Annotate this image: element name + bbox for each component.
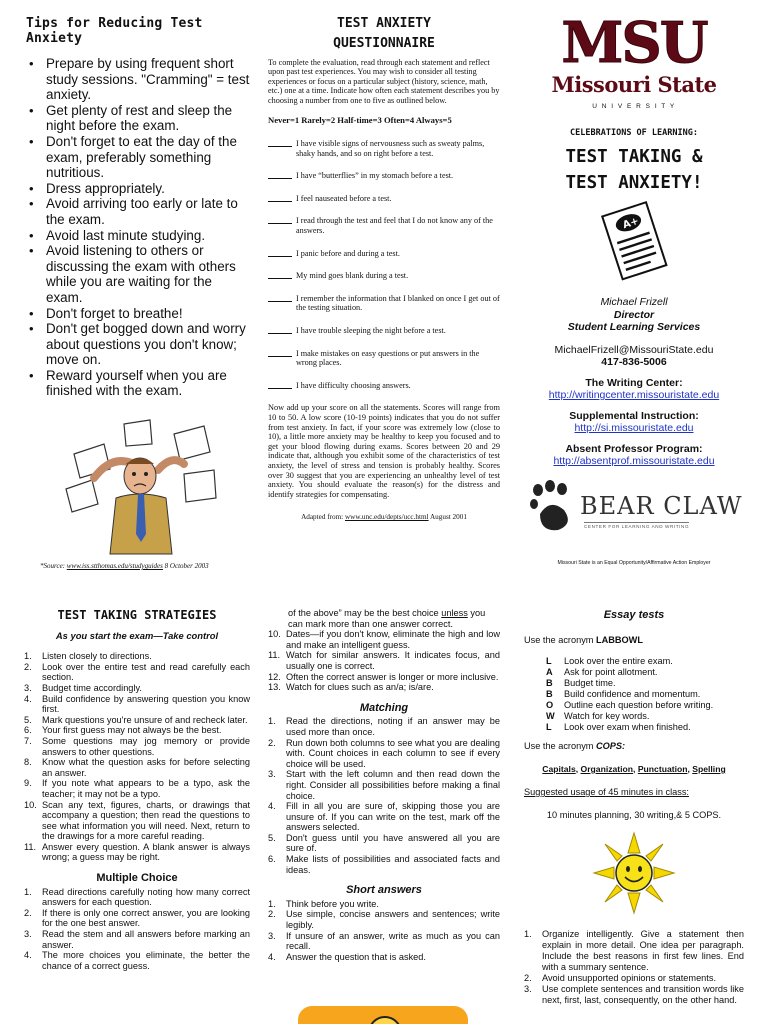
- cops-intro: [524, 741, 744, 752]
- item-text: I have visible signs of nervousness such as sweaty palms, shaky hands, and so on right before a test.: [296, 139, 485, 158]
- tips-panel: [24, 14, 250, 584]
- short-list: [268, 899, 500, 963]
- list-item: 1. Read directions carefully noting how many correct answers for each question.: [24, 886, 250, 908]
- questionnaire-item: [268, 271, 500, 281]
- list-item: 10. Scan any text, figures, charts, or drawings that accompany a question; then read the questions to see what information you will need. Next, return to the drawings for a more careful reading.: [24, 799, 250, 842]
- list-item: 4. Answer the question that is asked.: [268, 951, 426, 962]
- cops-words: Capitals, Organization, Punctuation, Spelling: [542, 764, 726, 774]
- list-item: 11. Answer every question. A blank answer is always wrong; a guess may be right.: [24, 841, 250, 863]
- adapted-note: [268, 513, 500, 521]
- list-item: 2. Look over the entire test and read carefully each section.: [24, 661, 250, 683]
- short-answers-heading: Short answers: [346, 884, 422, 897]
- essay-list: [524, 929, 744, 1006]
- tips-list: [24, 56, 250, 399]
- list-item: A Ask for point allotment.: [546, 667, 658, 677]
- mc-list: [24, 887, 250, 972]
- source-link[interactable]: www.iss.stthomas.edu/studyguides: [66, 562, 163, 570]
- list-item: 12. Often the correct answer is longer or more inclusive.: [268, 671, 499, 682]
- answer-blank[interactable]: [268, 171, 292, 179]
- list-item: B Budget time.: [546, 678, 616, 688]
- essay-panel: [524, 608, 744, 1024]
- list-item: 3. Start with the left column and then read down the right. Consider all possibilities before making a final choice.: [268, 769, 500, 801]
- adapted-date: August 2001: [429, 513, 467, 522]
- logo-letters: MSU: [561, 14, 707, 76]
- questionnaire-item: [268, 139, 500, 158]
- title-line-2: TEST ANXIETY!: [565, 173, 703, 193]
- questionnaire-intro: To complete the evaluation, read through each statement and reflect upon past test experiences. You may wish to consider all testing experiences or focus on a particular subject (history, science, math, etc.) one at a time. Indicate how often each statement describes you by choosing a number from one to five as outlined below.: [268, 58, 500, 105]
- questionnaire-item: [268, 171, 500, 181]
- questionnaire-item: [268, 249, 500, 259]
- list-item: 5. Don't guess until you have answered all you are sure of.: [268, 832, 500, 854]
- list-item: 9. If you note what appears to be a typo, ask the teacher; it may not be a typo.: [24, 778, 250, 799]
- title-line-2: QUESTIONNAIRE: [333, 36, 435, 51]
- cops-word: Spelling: [692, 764, 726, 774]
- list-item: 1. Organize intelligently. Give a statement then explain in more detail. One idea per paragraph. Include the best reasons in first few lines. End with a summary sentence.: [524, 929, 744, 972]
- writing-center-link[interactable]: http://writingcenter.missouristate.edu: [548, 389, 720, 401]
- list-item: 13. Watch for clues such as an/a; is/are.: [268, 682, 434, 693]
- cont-suffix: you can mark more than one answer correct.: [288, 608, 486, 629]
- start-list: [24, 651, 250, 863]
- item-text: I panic before and during a test.: [296, 248, 400, 258]
- list-item: 3. If unsure of an answer, write as much as you can recall.: [268, 930, 500, 952]
- list-item: • Get plenty of rest and sleep the night before the exam.: [46, 103, 250, 134]
- list-item: 1. Read the directions, noting if an answer may be used more than once.: [268, 716, 500, 737]
- strategies-subtitle: As you start the exam—Take control: [55, 629, 219, 641]
- list-item: • Prepare by using frequent short study sessions. "Cramming" = test anxiety.: [46, 56, 250, 103]
- list-item: 4. Fill in all you are sure of, skipping those you are unsure of. If you can write on the test, mark off the answers selected.: [268, 801, 500, 833]
- cops-word: Capitals: [542, 764, 576, 774]
- list-item: 1. Listen closely to directions.: [24, 651, 152, 662]
- list-item: 5. Mark questions you're unsure of and recheck later.: [24, 714, 248, 725]
- bear-claw-logo: [524, 474, 744, 546]
- contact-block: [524, 296, 744, 468]
- answer-blank[interactable]: [268, 349, 292, 357]
- stressed-student-clipart: [54, 414, 224, 564]
- si-label: Supplemental Instruction:: [569, 409, 699, 422]
- strategies-title: TEST TAKING STRATEGIES: [57, 608, 217, 622]
- source-note: [40, 562, 209, 570]
- title-line-1: TEST TAKING &: [565, 147, 703, 167]
- list-item: 2. Use simple, concise answers and sentences; write legibly.: [268, 909, 500, 931]
- list-item: O Outline each question before writing.: [546, 700, 714, 710]
- item-text: I feel nauseated before a test.: [296, 193, 392, 203]
- graded-test-paper-clipart: [594, 200, 674, 286]
- contact-name: Michael Frizell: [600, 296, 668, 308]
- contact-dept: Student Learning Services: [567, 321, 701, 333]
- list-item: 4. Build confidence by answering question you know first.: [24, 693, 250, 715]
- list-item: 6. Your first guess may not always be the best.: [24, 725, 222, 736]
- answer-blank[interactable]: [268, 216, 292, 224]
- answer-blank[interactable]: [268, 194, 292, 202]
- item-text: I make mistakes on easy questions or put answers in the wrong places.: [296, 348, 480, 368]
- cont-underlined: unless: [441, 608, 468, 618]
- list-item: W Watch for key words.: [546, 711, 650, 721]
- item-text: I read through the test and feel that I do not know any of the answers.: [296, 216, 493, 235]
- celebrations-heading: CELEBRATIONS OF LEARNING:: [570, 128, 698, 138]
- list-item: 6. Make lists of possibilities and associated facts and ideas.: [268, 854, 500, 875]
- adapted-label: Adapted from:: [301, 513, 344, 522]
- item-text: I have difficulty choosing answers.: [296, 380, 411, 390]
- adapted-link[interactable]: www.unc.edu/depts/ucc.html: [344, 513, 429, 522]
- list-item: 2. Avoid unsupported opinions or statements.: [524, 973, 716, 983]
- intro-text: Use the acronym: [524, 741, 594, 751]
- questionnaire-item: [268, 194, 500, 204]
- list-item: • Don't forget to eat the day of the exam, preferably something nutritious.: [46, 134, 250, 181]
- list-item: 3. Read the stem and all answers before marking an answer.: [24, 929, 250, 950]
- questionnaire-item: [268, 326, 500, 336]
- cont-prefix: of the above” may be the best choice: [288, 608, 439, 618]
- writing-center-label: The Writing Center:: [585, 376, 683, 389]
- answer-blank[interactable]: [268, 381, 292, 389]
- questionnaire-item: [268, 216, 500, 235]
- list-item: 1. Think before you write.: [268, 898, 379, 909]
- question-types-panel: [268, 608, 500, 1024]
- cops-word: Organization: [580, 764, 634, 774]
- list-item: 3. Budget time accordingly.: [24, 682, 142, 693]
- answer-blank[interactable]: [268, 249, 292, 257]
- contact-phone: 417-836-5006: [601, 356, 667, 368]
- strategies-panel: [24, 606, 250, 1024]
- list-item: 3. Use complete sentences and transition words like next, first, last, consequently, on the other hand.: [524, 984, 744, 1005]
- bear-claw-name: BEAR CLAW: [580, 491, 743, 520]
- answer-blank[interactable]: [268, 294, 292, 302]
- list-item: 10. Dates—if you don't know, eliminate the high and low and make an intelligent guess.: [268, 629, 500, 650]
- questionnaire-item: [268, 294, 500, 313]
- list-item: L Look over exam when finished.: [546, 722, 691, 732]
- mc-continuation: [268, 608, 500, 629]
- list-item: 7. Some questions may jog memory or provide answers to other questions.: [24, 735, 250, 757]
- matching-heading: Matching: [359, 701, 409, 714]
- logo-name: Missouri State: [551, 72, 717, 97]
- time-breakdown: 10 minutes planning, 30 writing,& 5 COPS.: [546, 810, 722, 820]
- questionnaire-item: [268, 381, 500, 391]
- tips-title: Tips for Reducing Test Anxiety: [26, 16, 203, 46]
- list-item: 2. If there is only one correct answer, you are looking for the one best answer.: [24, 907, 250, 929]
- brochure-cover-panel: [524, 14, 744, 584]
- cops-word: Punctuation: [637, 764, 688, 774]
- list-item: L Look over the entire exam.: [546, 656, 673, 666]
- acronym-word: COPS:: [596, 741, 626, 751]
- source-date: 8 October 2003: [164, 562, 209, 570]
- eeo-statement: Missouri State is an Equal Opportunity/Affirmative Action Employer: [557, 559, 711, 566]
- answer-blank[interactable]: [268, 326, 292, 334]
- multiple-choice-heading: Multiple Choice: [96, 872, 178, 885]
- acronym-word: LABBOWL: [596, 635, 643, 645]
- msu-logo: [524, 14, 744, 124]
- list-item: B Build confidence and momentum.: [546, 689, 701, 699]
- scoring-paragraph: Now add up your score on all the statements. Scores will range from 10 to 50. A low score (10-19 points) indicates that you do not suffer from test anxiety. In fact, if your score was extremely low (close to 10), a little more anxiety may be healthy to keep you focused and to get your blood flowing during exams. Scores between 20 and 29 indicate that, although you exhibit some of the characteristics of test anxiety, the level of stress and tension is probably healthy. Scores over 30 suggest that you are experiencing an unhealthy level of test anxiety. You should evaluate the reason(s) for the distress and identify strategies for compensating.: [268, 403, 500, 499]
- list-item: 11. Watch for similar answers. It indicates focus, and usually one is correct.: [268, 650, 500, 671]
- suggested-usage: Suggested usage of 45 minutes in class:: [524, 787, 689, 797]
- list-item: • Avoid last minute studying.: [46, 228, 250, 244]
- labbowl-intro: [524, 635, 744, 646]
- item-text: My mind goes blank during a test.: [296, 271, 409, 281]
- contact-title: Director: [613, 308, 655, 321]
- title-line-1: TEST ANXIETY: [337, 16, 431, 31]
- smiling-sun-icon: [592, 831, 676, 915]
- bear-paw-icon: [528, 480, 578, 534]
- contact-email[interactable]: MichaelFrizell@MissouriState.edu: [554, 343, 714, 356]
- list-item: • Avoid arriving too early or late to the exam.: [46, 196, 250, 227]
- absent-link[interactable]: http://absentprof.missouristate.edu: [553, 455, 715, 467]
- matching-list: [268, 716, 500, 875]
- answer-blank[interactable]: [268, 139, 292, 147]
- item-text: I have trouble sleeping the night before a test.: [296, 325, 446, 335]
- absent-label: Absent Professor Program:: [565, 442, 703, 455]
- source-label: *Source:: [40, 562, 66, 570]
- brochure-title: [524, 144, 744, 196]
- item-text: I have “butterflies” in my stomach before a test.: [296, 171, 454, 181]
- bear-claw-sub: CENTER FOR LEARNING AND WRITING: [584, 523, 690, 529]
- questionnaire-title: [268, 14, 500, 54]
- answer-blank[interactable]: [268, 271, 292, 279]
- list-item: • Reward yourself when you are finished with the exam.: [46, 368, 250, 399]
- list-item: 4. The more choices you eliminate, the better the chance of a correct guess.: [24, 950, 250, 971]
- mc-more-list: [268, 629, 500, 693]
- paper-grade: A+: [621, 215, 641, 232]
- list-item: • Don't forget to breathe!: [46, 306, 250, 322]
- logo-sub: U N I V E R S I T Y: [592, 103, 676, 110]
- list-item: 2. Run down both columns to see what you are dealing with. Count choices in each column to see if every choice will be used.: [268, 737, 500, 769]
- list-item: • Dress appropriately.: [46, 181, 250, 197]
- item-text: I remember the information that I blanked on once I get out of the testing situation.: [296, 293, 500, 313]
- si-link[interactable]: http://si.missouristate.edu: [574, 422, 694, 434]
- orange-clipart: [298, 1006, 468, 1024]
- labbowl-list: [546, 656, 744, 733]
- essay-heading: Essay tests: [603, 609, 665, 621]
- questionnaire-panel: [268, 14, 500, 584]
- list-item: • Avoid listening to others or discussing the exam with others while you are waiting for the exam.: [46, 243, 250, 305]
- list-item: • Don't get bogged down and worry about questions you don't know; move on.: [46, 321, 250, 368]
- rating-scale: Never=1 Rarely=2 Half-time=3 Often=4 Always=5: [268, 115, 452, 126]
- intro-text: Use the acronym: [524, 635, 594, 645]
- list-item: 8. Know what the question asks for before selecting an answer.: [24, 757, 250, 778]
- questionnaire-item: [268, 349, 500, 368]
